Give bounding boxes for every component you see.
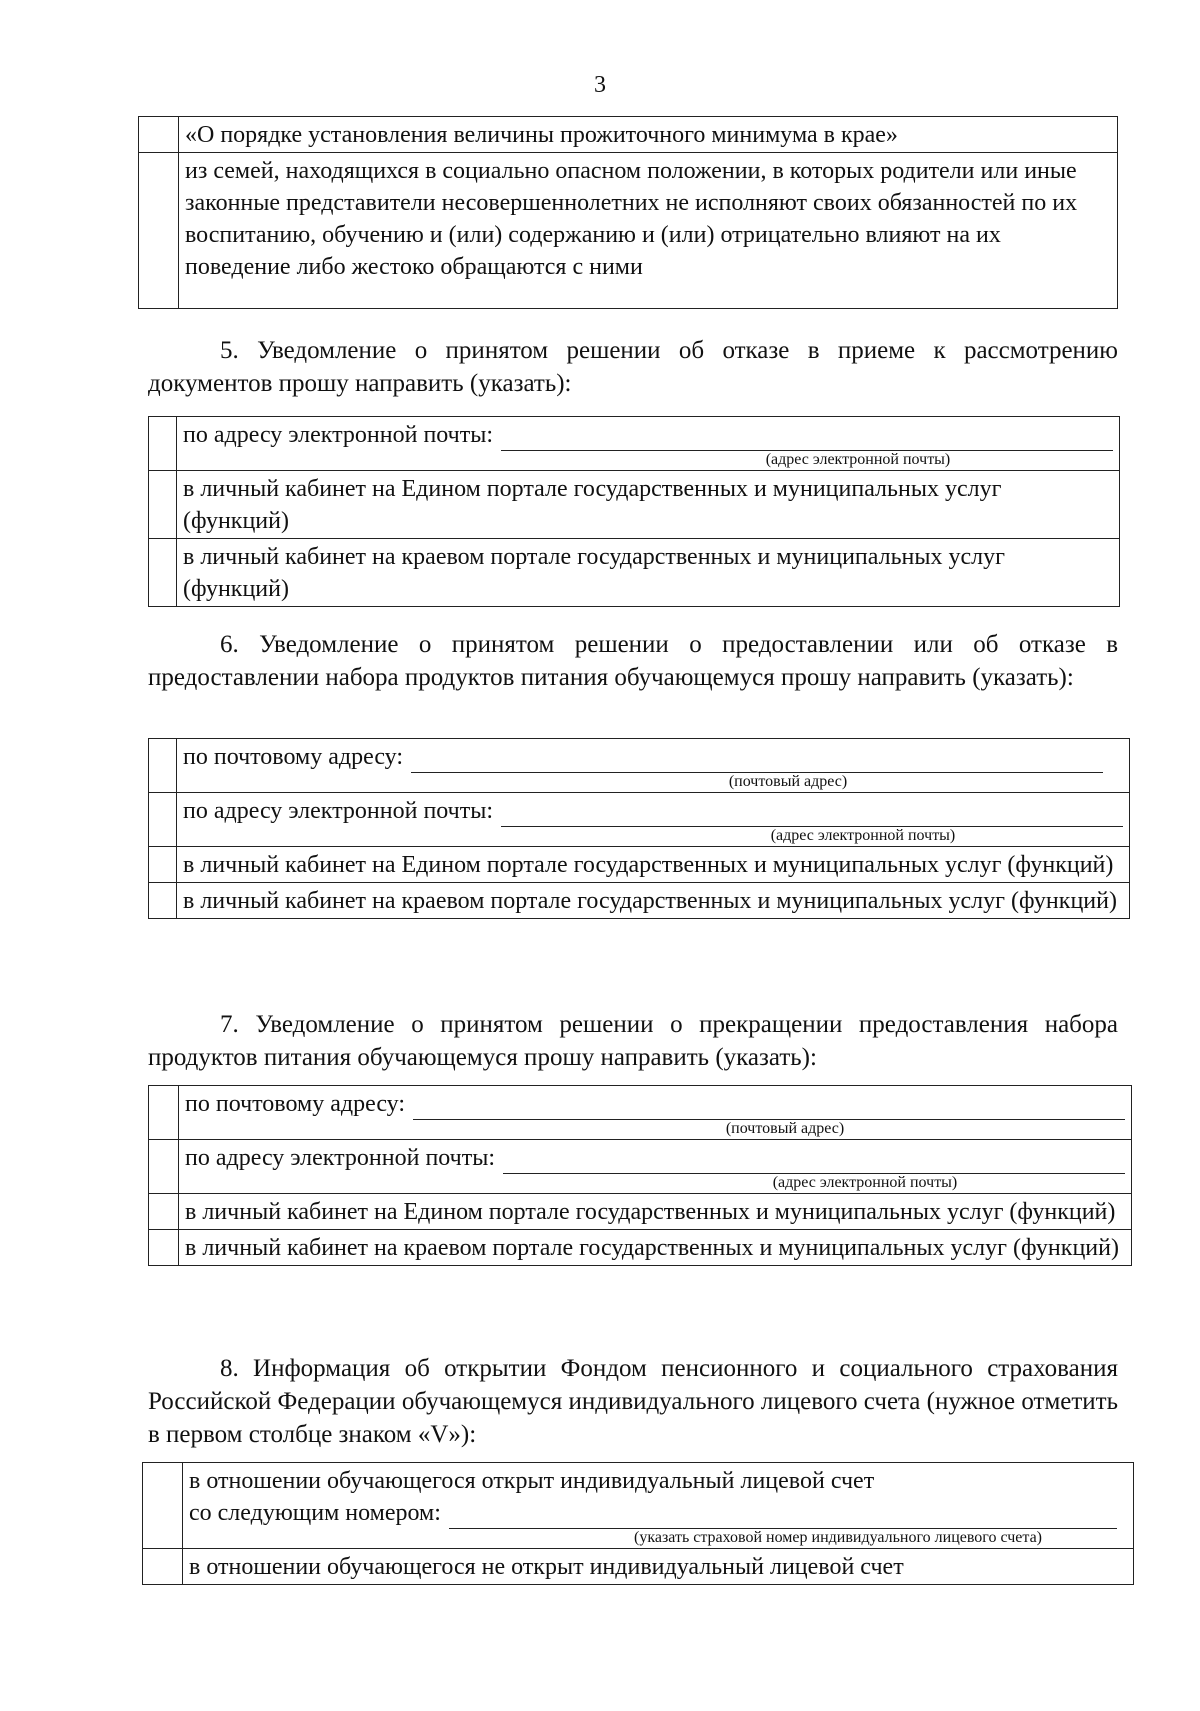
section-6-paragraph	[148, 628, 1118, 694]
section-8-paragraph	[148, 1352, 1118, 1451]
checkbox-cell[interactable]	[143, 1463, 183, 1549]
checkbox-cell[interactable]	[149, 1086, 179, 1140]
postal-address-field[interactable]	[411, 746, 1103, 773]
table-row	[149, 1194, 1132, 1230]
email-label: по адресу электронной почты:	[183, 422, 494, 448]
option-text: из семей, находящихся в социально опасном положении, в которых родители или иные законные представители несовершеннолетних не исполняют своих обязанностей по их воспитанию, обучению и (или) содержанию и (или) отрицательно влияют на их поведение либо жестоко обращаются с ними	[179, 153, 1118, 309]
option-text: в личный кабинет на Едином портале государственных и муниципальных услуг (функций)	[177, 471, 1120, 539]
section-5-text: 5. Уведомление о принятом решении об отказе в приеме к рассмотрению документов прошу направить (указать):	[148, 337, 1118, 397]
checkbox-cell[interactable]	[149, 417, 177, 471]
postal-hint: (почтовый адрес)	[728, 773, 848, 790]
email-field[interactable]	[501, 424, 1113, 451]
page-number: 3	[594, 72, 606, 98]
postal-label: по почтовому адресу:	[183, 744, 404, 770]
option-text: в личный кабинет на Едином портале государственных и муниципальных услуг (функций)	[177, 847, 1130, 883]
checkbox-cell[interactable]	[149, 1140, 179, 1194]
section-5-options-table	[148, 416, 1120, 607]
section-7-paragraph	[148, 1008, 1118, 1074]
email-field[interactable]	[503, 1147, 1125, 1174]
section-5-paragraph	[148, 334, 1118, 400]
table-row	[139, 117, 1118, 153]
section-7-text: 7. Уведомление о принятом решении о прекращении предоставления набора продуктов питания обучающемуся прошу направить (указать):	[148, 1011, 1118, 1071]
checkbox-cell[interactable]	[149, 883, 177, 919]
section-6-options-table	[148, 738, 1130, 919]
email-hint: (адрес электронной почты)	[772, 1174, 958, 1191]
email-hint: (адрес электронной почты)	[765, 451, 951, 468]
checkbox-cell[interactable]	[149, 793, 177, 847]
checkbox-cell[interactable]	[149, 1230, 179, 1266]
table-row	[149, 1086, 1132, 1140]
table-row	[149, 739, 1130, 793]
checkbox-cell[interactable]	[139, 117, 179, 153]
section-8-options-table	[142, 1462, 1134, 1585]
option-text: в личный кабинет на краевом портале государственных и муниципальных услуг (функций)	[177, 539, 1120, 607]
account-number-field[interactable]	[449, 1502, 1117, 1529]
checkbox-cell[interactable]	[149, 739, 177, 793]
checkbox-cell[interactable]	[149, 471, 177, 539]
checkbox-cell[interactable]	[139, 153, 179, 309]
table-row	[149, 471, 1120, 539]
option-text: в отношении обучающегося не открыт индивидуальный лицевой счет	[183, 1549, 1134, 1585]
account-number-hint: (указать страховой номер индивидуального лицевого счета)	[633, 1529, 1043, 1546]
email-hint: (адрес электронной почты)	[770, 827, 956, 844]
postal-hint: (почтовый адрес)	[725, 1120, 845, 1137]
option-text: в личный кабинет на Едином портале государственных и муниципальных услуг (функций)	[179, 1194, 1132, 1230]
table-row	[143, 1549, 1134, 1585]
table-row	[149, 1230, 1132, 1266]
table-row	[149, 539, 1120, 607]
table-row	[149, 793, 1130, 847]
benefit-category-table	[138, 116, 1118, 309]
table-row	[139, 153, 1118, 309]
table-row	[149, 1140, 1132, 1194]
section-7-options-table	[148, 1085, 1132, 1266]
postal-address-field[interactable]	[413, 1093, 1125, 1120]
email-label: по адресу электронной почты:	[185, 1145, 496, 1171]
section-6-text: 6. Уведомление о принятом решении о предоставлении или об отказе в предоставлении набора продуктов питания обучающемуся прошу направить (указать):	[148, 631, 1118, 691]
account-number-label: со следующим номером:	[189, 1500, 441, 1526]
section-8-text: 8. Информация об открытии Фондом пенсионного и социального страхования Российской Федерации обучающемуся индивидуального лицевого счета (нужное отметить в первом столбце знаком «V»):	[148, 1355, 1118, 1448]
table-row	[143, 1463, 1134, 1549]
table-row	[149, 883, 1130, 919]
checkbox-cell[interactable]	[149, 539, 177, 607]
option-text: «О порядке установления величины прожиточного минимума в крае»	[179, 117, 1118, 153]
table-row	[149, 847, 1130, 883]
option-text: в личный кабинет на краевом портале государственных и муниципальных услуг (функций)	[179, 1230, 1132, 1266]
table-row	[149, 417, 1120, 471]
postal-label: по почтовому адресу:	[185, 1091, 406, 1117]
checkbox-cell[interactable]	[143, 1549, 183, 1585]
email-field[interactable]	[501, 800, 1123, 827]
checkbox-cell[interactable]	[149, 847, 177, 883]
option-text: в отношении обучающегося открыт индивидуальный лицевой счет	[189, 1468, 875, 1494]
checkbox-cell[interactable]	[149, 1194, 179, 1230]
email-label: по адресу электронной почты:	[183, 798, 494, 824]
option-text: в личный кабинет на краевом портале государственных и муниципальных услуг (функций)	[177, 883, 1130, 919]
